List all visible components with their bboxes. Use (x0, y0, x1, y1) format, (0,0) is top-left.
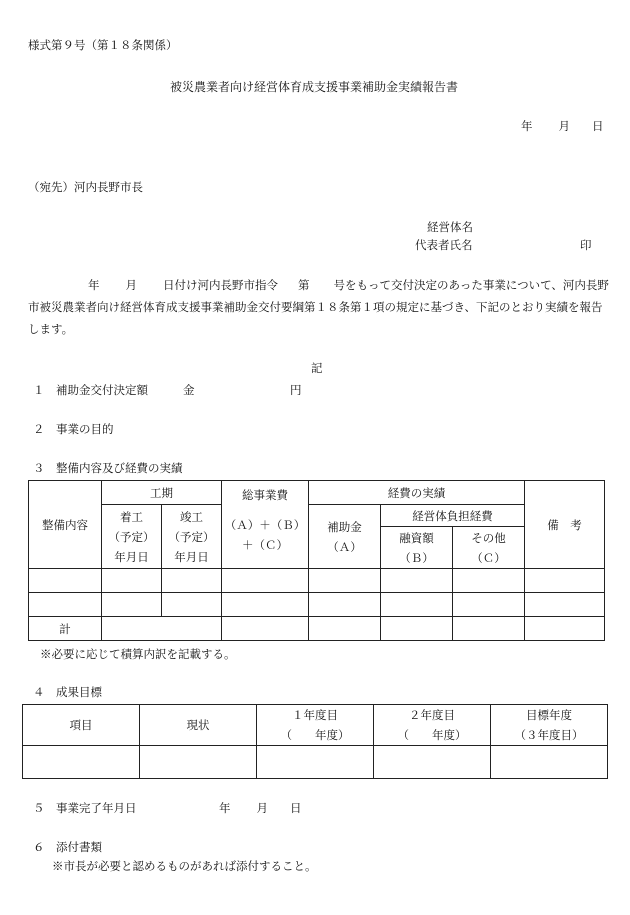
header-start-2: （予定） (108, 529, 155, 544)
completion-date (219, 803, 302, 815)
section1-kin: 金 (183, 383, 195, 397)
table-row (29, 569, 605, 593)
header-start-3: 年月日 (114, 549, 149, 564)
section3-note: ※必要に応じて積算内訳を記載する。 (40, 647, 236, 661)
completion-year: 年 (219, 801, 231, 815)
header-loan-1: 融資額 (399, 530, 434, 545)
header-year1-1: １年度目 (292, 708, 338, 722)
completion-day: 日 (290, 801, 302, 815)
header-start-1: 着工 (120, 509, 143, 524)
header-year1-2: （ 年度） (280, 728, 350, 742)
date-day: 日 (592, 119, 604, 133)
header-expense: 経費の実績 (309, 481, 525, 505)
expense-table (28, 480, 605, 641)
body-paragraph (28, 274, 610, 340)
header-end-1: 竣工 (180, 509, 203, 524)
section6-note: ※市長が必要と認めるものがあれば添付すること。 (52, 859, 317, 873)
header-start (102, 505, 162, 569)
header-loan (381, 527, 453, 569)
section5-label: ５ 事業完了年月日 (33, 801, 137, 815)
date-month: 月 (558, 119, 570, 133)
date-line (521, 121, 604, 133)
body-month: 月 (125, 278, 137, 292)
section2-label: ２ 事業の目的 (33, 422, 114, 436)
date-year: 年 (521, 119, 533, 133)
header-target (491, 705, 608, 746)
form-number: 様式第９号（第１８条関係） (28, 38, 178, 52)
section1-label: １ 補助金交付決定額 (33, 383, 148, 397)
header-end (162, 505, 222, 569)
header-target-2: （３年度目） (514, 728, 584, 742)
header-total (222, 481, 309, 569)
header-remarks: 備 考 (525, 481, 605, 569)
header-total-label: 総事業費 (242, 488, 288, 502)
header-period: 工期 (102, 481, 222, 505)
header-content: 整備内容 (29, 481, 102, 569)
header-other-1: その他 (471, 530, 506, 545)
header-item: 項目 (23, 705, 140, 746)
body-text: 号をもって交付決定のあった事業について、河内長野市被災農業者向け経営体育成支援事業補助金交付要綱第１８条第１項の規定に基づき、下記のとおり実績を報告します。 (28, 278, 609, 336)
header-end-3: 年月日 (174, 549, 209, 564)
header-year2-2: （ 年度） (397, 728, 467, 742)
body-number-prefix: 第 (298, 278, 310, 292)
section3-label: ３ 整備内容及び経費の実績 (33, 461, 183, 475)
header-other-2: （Ｃ） (471, 550, 506, 565)
header-loan-2: （Ｂ） (399, 550, 434, 565)
ki-heading: 記 (311, 361, 323, 375)
completion-month: 月 (256, 801, 268, 815)
header-target-1: 目標年度 (526, 708, 572, 722)
header-end-2: （予定） (168, 529, 215, 544)
header-subsidy-1: 補助金 (327, 519, 362, 534)
total-row (29, 617, 605, 641)
seal-mark: 印 (580, 238, 592, 252)
header-other (453, 527, 525, 569)
section6-label: ６ 添付書類 (33, 840, 102, 854)
header-total-formula-2: ＋（Ｃ） (242, 538, 288, 552)
document-title: 被災農業者向け経営体育成支援事業補助金実績報告書 (170, 80, 459, 94)
body-date-prefix: 日付け河内長野市指令 (163, 278, 278, 292)
section1-yen: 円 (290, 383, 302, 397)
header-current: 現状 (140, 705, 257, 746)
header-subsidy (309, 505, 381, 569)
table-row (29, 593, 605, 617)
addressee: （宛先）河内長野市長 (28, 180, 143, 194)
header-burden: 経営体負担経費 (381, 505, 525, 527)
entity-name-label: 経営体名 (427, 220, 473, 234)
section4-label: ４ 成果目標 (33, 685, 102, 699)
outcome-table (22, 704, 608, 779)
header-total-formula-1: （Ａ）＋（Ｂ） (224, 518, 306, 532)
header-year2-1: ２年度目 (409, 708, 455, 722)
header-year1 (257, 705, 374, 746)
total-row-label: 計 (29, 617, 102, 641)
table-row (23, 746, 608, 779)
header-subsidy-2: （Ａ） (327, 539, 362, 554)
body-year: 年 (88, 278, 100, 292)
representative-label: 代表者氏名 (415, 238, 473, 252)
header-year2 (374, 705, 491, 746)
